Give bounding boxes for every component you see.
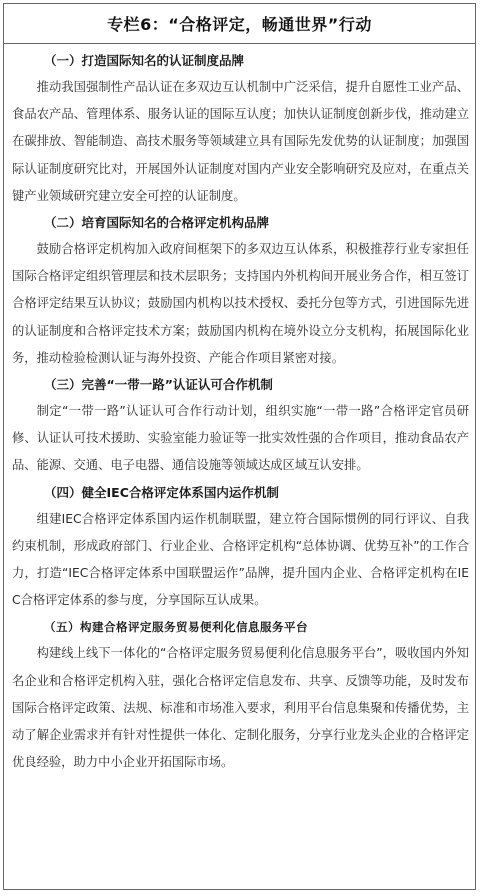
section-body-4: 组建IEC合格评定体系国内运作机制联盟，建立符合国际惯例的同行评议、自我约束机制，形成政府部门、行业企业、合格评定机构“总体协调、优势互补”的工作合力，打造“IEC合格评定体系中国联盟运作”品牌，提升国内企业、合格评定机构在IEC合格评定体系的参与度，分享国际互认成果。 [12, 511, 469, 608]
section-heading-2: （二）培育国际知名的合格评定机构品牌 [44, 215, 270, 231]
column-title: 专栏6：“合格评定，畅通世界”行动 [4, 4, 475, 44]
section-heading-5: （五）构建合格评定服务贸易便利化信息服务平台 [44, 620, 308, 635]
column-content [4, 48, 475, 776]
section-body-1: 推动我国强制性产品认证在多双边互认机制中广泛采信，提升自愿性工业产品、食品农产品、管理体系、服务认证的国际互认度；加快认证制度创新步伐，推动建立在碳排放、智能制造、高技术服务等领域建立具有国际先发优势的认证制度；加强国际认证制度研究比对，开展国外认证制度对国内产业安全影响研究及应对，在重点关键产业领域研究建立安全可控的认证制度。 [12, 80, 469, 203]
column-box [3, 3, 476, 890]
section-heading-3: （三）完善“一带一路”认证认可合作机制 [44, 377, 273, 393]
section-heading-1: （一）打造国际知名的认证制度品牌 [44, 53, 245, 68]
section-body-2: 鼓励合格评定机构加入政府间框架下的多双边互认体系，积极推荐行业专家担任国际合格评定组织管理层和技术层职务；支持国内外机构间开展业务合作，相互签订合格评定结果互认协议；鼓励国内机构以技术授权、委托分包等方式，引进国际先进的认证制度和合格评定技术方案；鼓励国内机构在境外设立分支机构，拓展国际化业务，推动检验检测认证与海外投资、产能合作项目紧密对接。 [12, 242, 469, 365]
section-heading-4: （四）健全IEC合格评定体系国内运作机制 [44, 484, 279, 500]
section-body-3: 制定“一带一路”认证认可合作行动计划，组织实施“一带一路”合格评定官员研修、认证认可技术援助、实验室能力验证等一批实效性强的合作项目，推动食品农产品、能源、交通、电子电器、通信设施等领域达成区域互认安排。 [12, 404, 469, 473]
section-body-5: 构建线上线下一体化的“合格评定服务贸易便利化信息服务平台”，吸收国内外知名企业和合格评定机构入驻，强化合格评定信息发布、共享、反馈等功能，及时发布国际合格评定政策、法规、标准和市场准入要求，利用平台信息集聚和传播优势，主动了解企业需求并有针对性提供一体化、定制化服务，分享行业龙头企业的合格评定优良经验，助力中小企业开拓国际市场。 [12, 646, 469, 770]
